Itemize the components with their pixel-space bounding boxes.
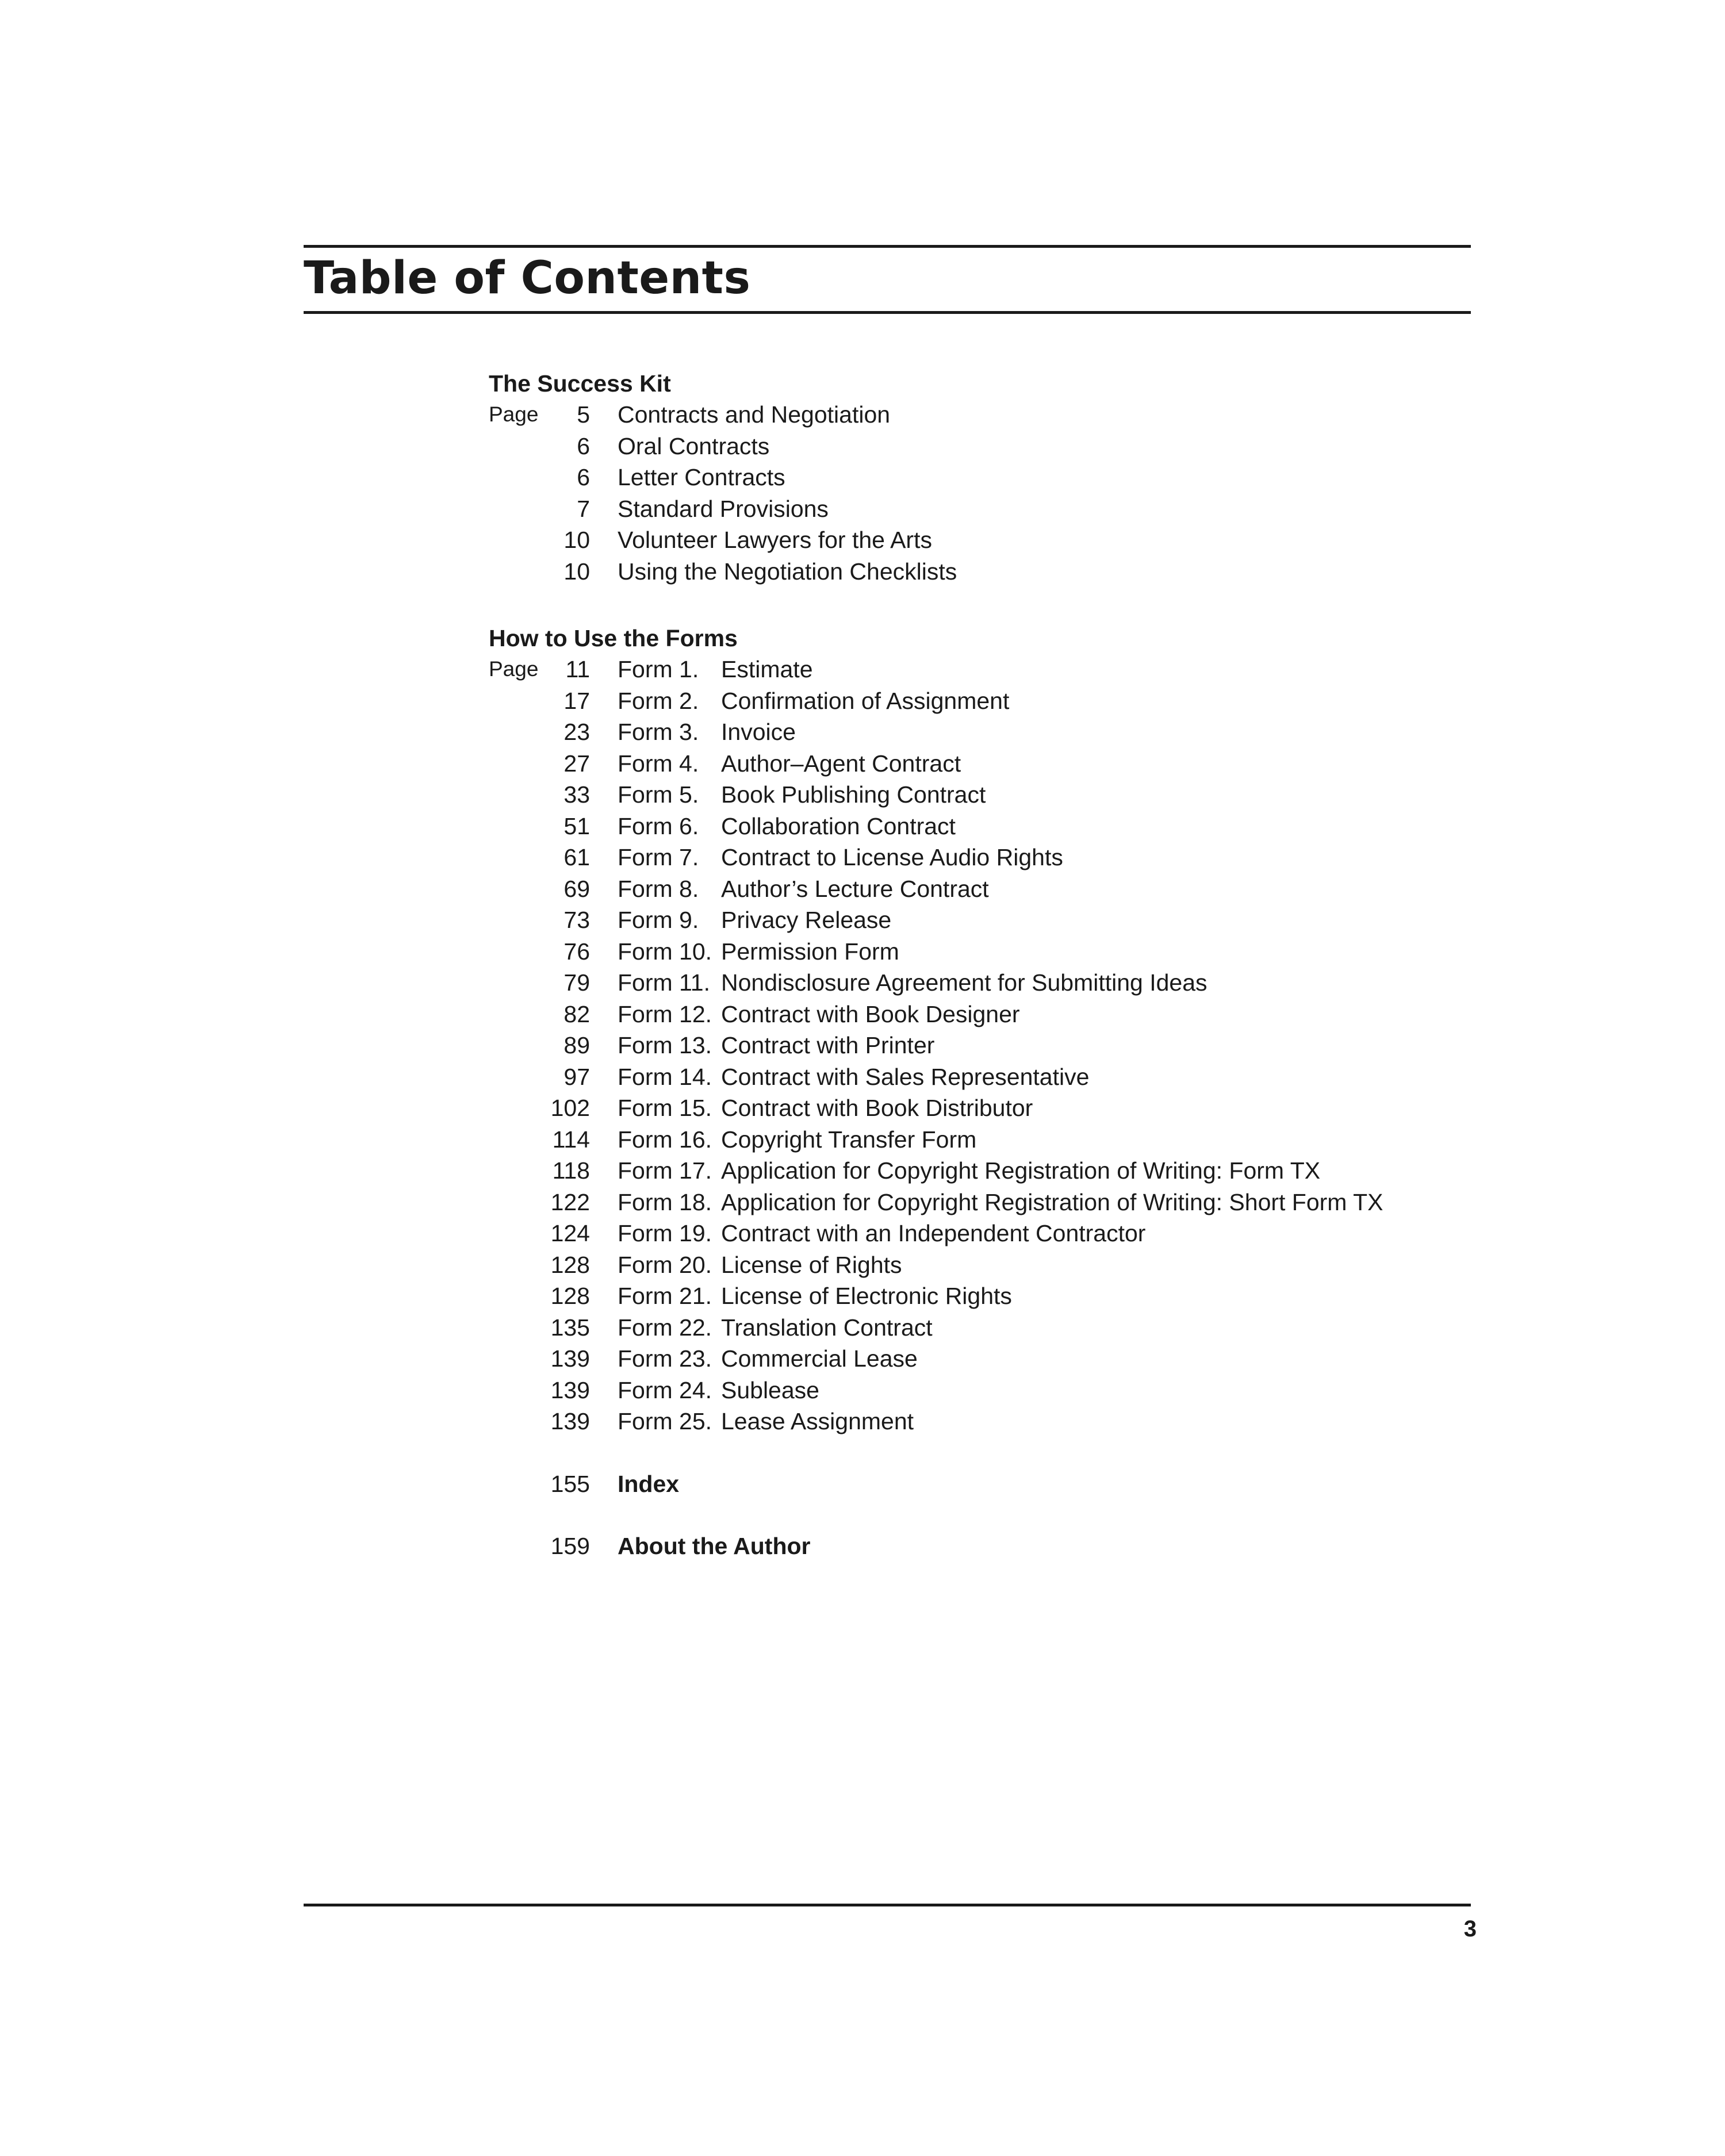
toc-entry[interactable] [489, 873, 1466, 905]
standalone-spacer [489, 1437, 1466, 1468]
toc-entry-title: About the Author [618, 1533, 811, 1559]
toc-entry-title: Invoice [721, 719, 796, 745]
toc-page-number: 89 [564, 1032, 590, 1058]
form-number-label: Form 14. [618, 1063, 712, 1090]
page-prefix-label: Page [489, 402, 539, 426]
toc-page-number: 5 [577, 401, 590, 428]
toc-entry[interactable] [489, 1280, 1466, 1312]
toc-page-number: 7 [577, 495, 590, 522]
form-number-label: Form 22. [618, 1314, 712, 1341]
form-number-label: Form 9. [618, 907, 699, 933]
toc-entry-title: Author–Agent Contract [721, 750, 961, 777]
toc-entry[interactable] [489, 654, 1466, 685]
section-spacer [489, 587, 1466, 623]
toc-entry-title: Author’s Lecture Contract [721, 875, 989, 902]
toc-entry-title: Confirmation of Assignment [721, 687, 1010, 714]
toc-entry[interactable] [489, 1218, 1466, 1249]
toc-entry-title: Contract with an Independent Contractor [721, 1220, 1146, 1246]
toc-entry-title: Contract to License Audio Rights [721, 844, 1063, 870]
toc-entry[interactable] [489, 842, 1466, 873]
toc-entry-title: Oral Contracts [618, 432, 770, 459]
toc-entry[interactable] [489, 936, 1466, 968]
toc-entry[interactable] [489, 748, 1466, 780]
toc-page-number: 79 [564, 969, 590, 996]
toc-entry-title: Contract with Book Distributor [721, 1095, 1033, 1121]
toc-page-number: 61 [564, 844, 590, 870]
page-number: 3 [1463, 1916, 1477, 1942]
toc-entry-title: License of Electronic Rights [721, 1283, 1012, 1309]
toc-entry-title: Translation Contract [721, 1314, 933, 1341]
toc-entry-title: Contract with Printer [721, 1032, 935, 1058]
toc-page-number: 122 [550, 1188, 590, 1215]
toc-page-number: 76 [564, 938, 590, 965]
section-heading: The Success Kit [489, 370, 671, 397]
toc-entry[interactable] [489, 431, 1466, 462]
toc-entry[interactable] [489, 1030, 1466, 1061]
toc-page-number: 82 [564, 1000, 590, 1027]
toc-entry-title: Estimate [721, 656, 813, 682]
toc-page-number: 10 [564, 558, 590, 585]
toc-entry-title: Commercial Lease [721, 1345, 918, 1372]
form-number-label: Form 13. [618, 1032, 712, 1058]
toc-entry[interactable] [489, 685, 1466, 717]
toc-page-number: 17 [564, 687, 590, 714]
toc-entry[interactable] [489, 999, 1466, 1030]
toc-page-number: 159 [550, 1533, 590, 1559]
toc-entry[interactable] [489, 1124, 1466, 1156]
toc-entry-title: Contract with Sales Representative [721, 1063, 1090, 1090]
form-number-label: Form 23. [618, 1345, 712, 1372]
toc-entry[interactable] [489, 1312, 1466, 1344]
form-number-label: Form 3. [618, 719, 699, 745]
form-number-label: Form 12. [618, 1000, 712, 1027]
toc-page-number: 6 [577, 432, 590, 459]
toc-page-number: 33 [564, 781, 590, 808]
toc-page-number: 69 [564, 875, 590, 902]
toc-entry[interactable] [489, 716, 1466, 748]
toc-page-number: 11 [565, 656, 590, 682]
toc-entry[interactable] [489, 1092, 1466, 1124]
toc-entry-title: Book Publishing Contract [721, 781, 986, 808]
form-number-label: Form 18. [618, 1188, 712, 1215]
toc-page-number: 51 [564, 812, 590, 839]
toc-entry-title: Sublease [721, 1376, 819, 1403]
form-number-label: Form 25. [618, 1408, 712, 1434]
toc-page-number: 102 [550, 1095, 590, 1121]
toc-entry[interactable] [489, 811, 1466, 842]
toc-entry-title: Contract with Book Designer [721, 1000, 1020, 1027]
toc-entry-title: Contracts and Negotiation [618, 401, 891, 428]
toc-page-number: 124 [550, 1220, 590, 1246]
form-number-label: Form 21. [618, 1283, 712, 1309]
top-rule [304, 245, 1471, 248]
toc-entry-index[interactable] [489, 1468, 1466, 1500]
toc-entry[interactable] [489, 779, 1466, 811]
page-title: Table of Contents [304, 252, 751, 304]
toc-entry-title: Permission Form [721, 938, 899, 965]
toc-entry[interactable] [489, 462, 1466, 493]
toc-entry-title: Privacy Release [721, 907, 892, 933]
toc-entry[interactable] [489, 904, 1466, 936]
toc-page-number: 118 [552, 1157, 590, 1184]
form-number-label: Form 1. [618, 656, 699, 682]
toc-entry[interactable] [489, 1406, 1466, 1437]
toc-entry[interactable] [489, 399, 1466, 431]
toc-entry[interactable] [489, 1249, 1466, 1281]
toc-entry[interactable] [489, 556, 1466, 588]
form-number-label: Form 7. [618, 844, 699, 870]
toc-entry-title: Index [618, 1470, 680, 1497]
form-number-label: Form 6. [618, 812, 699, 839]
toc-entry[interactable] [489, 967, 1466, 999]
page-prefix-label: Page [489, 657, 539, 681]
toc-entry-title: License of Rights [721, 1251, 902, 1278]
toc-entry-title: Application for Copyright Registration of Writing: Short Form TX [721, 1188, 1383, 1215]
toc-entry-title: Letter Contracts [618, 464, 785, 490]
toc-page-number: 114 [552, 1126, 590, 1153]
toc-page-number: 155 [550, 1470, 590, 1497]
toc-entry-title: Standard Provisions [618, 495, 829, 522]
toc-page-number: 139 [550, 1408, 590, 1434]
toc-page-number: 6 [577, 464, 590, 490]
toc-entry[interactable] [489, 493, 1466, 525]
toc-entry[interactable] [489, 524, 1466, 556]
toc-entry[interactable] [489, 1375, 1466, 1406]
toc-page-number: 139 [550, 1345, 590, 1372]
standalone-spacer [489, 1499, 1466, 1530]
toc-page-number: 128 [550, 1251, 590, 1278]
toc-page-number: 135 [550, 1314, 590, 1341]
toc-entry-title: Lease Assignment [721, 1408, 914, 1434]
form-number-label: Form 17. [618, 1157, 712, 1184]
toc-entry[interactable] [489, 1155, 1466, 1187]
toc-entry[interactable] [489, 1343, 1466, 1375]
toc-page-number: 73 [564, 907, 590, 933]
table-of-contents [489, 368, 1466, 1562]
form-number-label: Form 16. [618, 1126, 712, 1153]
toc-page-number: 27 [564, 750, 590, 777]
toc-page-number: 10 [564, 527, 590, 553]
form-number-label: Form 20. [618, 1251, 712, 1278]
toc-entry-title: Collaboration Contract [721, 812, 956, 839]
form-number-label: Form 8. [618, 875, 699, 902]
toc-page-number: 128 [550, 1283, 590, 1309]
toc-entry-title: Using the Negotiation Checklists [618, 558, 957, 585]
title-underline-rule [304, 311, 1471, 314]
form-number-label: Form 11. [618, 969, 710, 996]
form-number-label: Form 24. [618, 1376, 712, 1403]
toc-entry[interactable] [489, 1061, 1466, 1093]
toc-page-number: 97 [564, 1063, 590, 1090]
toc-entry[interactable] [489, 1187, 1466, 1218]
form-number-label: Form 2. [618, 687, 699, 714]
form-number-label: Form 5. [618, 781, 699, 808]
toc-entry-title: Nondisclosure Agreement for Submitting Ideas [721, 969, 1208, 996]
section-heading: How to Use the Forms [489, 625, 738, 651]
toc-page-number: 139 [550, 1376, 590, 1403]
toc-entry-title: Copyright Transfer Form [721, 1126, 977, 1153]
footer-rule [304, 1904, 1471, 1906]
toc-entry-title: Application for Copyright Registration of Writing: Form TX [721, 1157, 1321, 1184]
form-number-label: Form 10. [618, 938, 712, 965]
form-number-label: Form 19. [618, 1220, 712, 1246]
toc-page-number: 23 [564, 719, 590, 745]
toc-entry-about-author[interactable] [489, 1530, 1466, 1562]
form-number-label: Form 15. [618, 1095, 712, 1121]
toc-entry-title: Volunteer Lawyers for the Arts [618, 527, 932, 553]
form-number-label: Form 4. [618, 750, 699, 777]
